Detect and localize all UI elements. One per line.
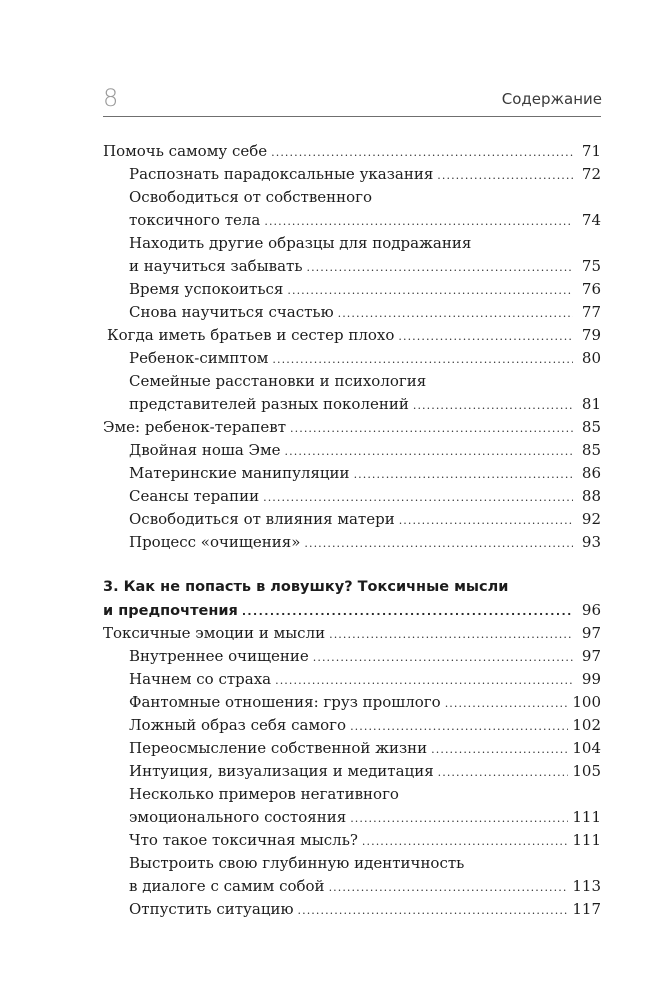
- toc-entry-line: [129, 645, 601, 668]
- toc-entry-title: Семейные расстановки и психология: [129, 372, 427, 390]
- toc-entry-line: [103, 576, 601, 599]
- toc-dot-leader: [350, 806, 568, 829]
- toc-dot-leader: [263, 485, 573, 508]
- toc-entry-line: [129, 852, 601, 875]
- toc-entry-line: [129, 668, 601, 691]
- toc-subsection-entry: [129, 760, 601, 783]
- toc-entry-title: Токсичные эмоции и мысли: [103, 624, 326, 642]
- toc-entry-line: [129, 255, 601, 278]
- toc-dot-leader: [313, 645, 573, 668]
- toc-entry-line: [129, 531, 601, 554]
- toc-dot-leader: [445, 691, 569, 714]
- toc-page-number: 85: [581, 418, 601, 436]
- toc-entry-line: [129, 806, 601, 829]
- toc-entry-title: Отпустить ситуацию: [129, 900, 294, 918]
- toc-subsection-entry: [129, 278, 601, 301]
- toc-entry-line: [129, 508, 601, 531]
- toc-entry-title: Время успокоиться: [129, 280, 284, 298]
- toc-dot-leader: [354, 462, 573, 485]
- toc-page-number: 75: [581, 257, 601, 275]
- toc-dot-leader: [329, 622, 573, 645]
- toc-entry-line: [129, 163, 601, 186]
- toc-entry-title: Выстроить свою глубинную идентичность: [129, 854, 465, 872]
- toc-dot-leader: [338, 301, 573, 324]
- toc-dot-leader: [438, 760, 569, 783]
- toc-dot-leader: [399, 508, 573, 531]
- toc-entry-line: [129, 875, 601, 898]
- toc-entry-title: Материнские манипуляции: [129, 464, 350, 482]
- toc-page-number: 85: [581, 441, 601, 459]
- toc-chapter-entry: [103, 576, 601, 622]
- toc-dot-leader: [304, 531, 573, 554]
- toc-entry-title: Процесс «очищения»: [129, 533, 301, 551]
- toc-entry-line: [129, 278, 601, 301]
- toc-entry-line: [129, 186, 601, 209]
- toc-entry-title: Двойная ноша Эме: [129, 441, 281, 459]
- toc-subsection-entry: [129, 186, 601, 232]
- toc-subsection-entry: [129, 645, 601, 668]
- toc-section-entry: [107, 324, 601, 347]
- toc-dot-leader: [271, 140, 573, 163]
- toc-subsection-entry: [129, 301, 601, 324]
- toc-dot-leader: [242, 600, 573, 623]
- toc-page-number: 102: [572, 716, 601, 734]
- toc-entry-title: Интуиция, визуализация и медитация: [129, 762, 434, 780]
- toc-page-number: 76: [581, 280, 601, 298]
- toc-page-number: 99: [581, 670, 601, 688]
- toc-dot-leader: [272, 347, 573, 370]
- toc-entry-title: и предпочтения: [103, 603, 238, 619]
- toc-entry-title: Несколько примеров негативного: [129, 785, 399, 803]
- toc-entry-line: [129, 370, 601, 393]
- toc-entry-title: Освободиться от собственного: [129, 188, 373, 206]
- toc-dot-leader: [431, 737, 568, 760]
- toc-page-number: 104: [572, 739, 601, 757]
- toc-page-number: 111: [572, 831, 601, 849]
- toc-entry-title: Распознать парадоксальные указания: [129, 165, 434, 183]
- toc-page-number: 117: [572, 900, 601, 918]
- toc-entry-title: Помочь самому себе: [103, 142, 268, 160]
- toc-page-number: 96: [581, 601, 601, 619]
- toc-entry-title: Переосмысление собственной жизни: [129, 739, 428, 757]
- toc-entry-title: токсичного тела: [129, 211, 261, 229]
- toc-entry-line: [129, 232, 601, 255]
- toc-subsection-entry: [129, 691, 601, 714]
- toc-subsection-entry: [129, 783, 601, 829]
- toc-entry-title: Когда иметь братьев и сестер плохо: [107, 326, 395, 344]
- toc-entry-title: Находить другие образцы для подражания: [129, 234, 472, 252]
- toc-page-number: 88: [581, 487, 601, 505]
- toc-dot-leader: [362, 829, 568, 852]
- toc-dot-leader: [329, 875, 569, 898]
- toc-dot-leader: [285, 439, 573, 462]
- toc-subsection-entry: [129, 370, 601, 416]
- toc-entry-line: [129, 347, 601, 370]
- toc-entry-line: [103, 416, 601, 439]
- toc-entry-line: [129, 760, 601, 783]
- toc-page-number: 97: [581, 647, 601, 665]
- toc-page-number: 72: [581, 165, 601, 183]
- header-rule: [103, 116, 601, 117]
- toc-entry-title: в диалоге с самим собой: [129, 877, 325, 895]
- toc-entry-title: и научиться забывать: [129, 257, 303, 275]
- toc-dot-leader: [413, 393, 573, 416]
- toc-entry-title: Ложный образ себя самого: [129, 716, 347, 734]
- page-number: 8: [103, 84, 119, 112]
- toc-dot-leader: [398, 324, 573, 347]
- toc-page-number: 92: [581, 510, 601, 528]
- toc-entry-line: [129, 829, 601, 852]
- toc-subsection-entry: [129, 163, 601, 186]
- toc-dot-leader: [437, 163, 573, 186]
- toc-subsection-entry: [129, 829, 601, 852]
- toc-section-entry: [103, 140, 601, 163]
- toc-subsection-entry: [129, 462, 601, 485]
- toc-dot-leader: [298, 898, 569, 921]
- toc-page-number: 80: [581, 349, 601, 367]
- toc-subsection-entry: [129, 508, 601, 531]
- toc-entry-title: представителей разных поколений: [129, 395, 409, 413]
- toc-entry-line: [107, 324, 601, 347]
- toc-subsection-entry: [129, 439, 601, 462]
- toc-subsection-entry: [129, 232, 601, 278]
- toc-subsection-entry: [129, 347, 601, 370]
- toc-dot-leader: [350, 714, 568, 737]
- toc-page-number: 81: [581, 395, 601, 413]
- toc-dot-leader: [307, 255, 574, 278]
- toc-entry-title: Начнем со страха: [129, 670, 272, 688]
- toc-page-number: 86: [581, 464, 601, 482]
- toc-entry-line: [103, 599, 601, 622]
- toc-entry-line: [129, 737, 601, 760]
- toc-entry-line: [129, 462, 601, 485]
- toc-entry-line: [129, 714, 601, 737]
- toc-page-number: 100: [572, 693, 601, 711]
- toc-subsection-entry: [129, 531, 601, 554]
- toc-page-number: 105: [572, 762, 601, 780]
- toc-page-number: 74: [581, 211, 601, 229]
- toc-entry-line: [129, 393, 601, 416]
- toc-dot-leader: [290, 416, 573, 439]
- toc-dot-leader: [287, 278, 573, 301]
- toc-entry-line: [129, 783, 601, 806]
- toc-entry-title: Фантомные отношения: груз прошлого: [129, 693, 441, 711]
- toc-entry-title: эмоционального состояния: [129, 808, 347, 826]
- toc-entry-line: [103, 622, 601, 645]
- toc-entry-title: Сеансы терапии: [129, 487, 260, 505]
- toc-subsection-entry: [129, 852, 601, 898]
- toc-page-number: 97: [581, 624, 601, 642]
- toc-subsection-entry: [129, 737, 601, 760]
- toc-entry-line: [129, 439, 601, 462]
- toc-page-number: 111: [572, 808, 601, 826]
- toc-entry-title: 3. Как не попасть в ловушку? Токсичные мысли: [103, 579, 509, 595]
- toc-entry-line: [129, 691, 601, 714]
- toc-page-number: 71: [581, 142, 601, 160]
- toc-entry-title: Ребенок-симптом: [129, 349, 269, 367]
- toc-dot-leader: [275, 668, 573, 691]
- toc-entry-title: Освободиться от влияния матери: [129, 510, 395, 528]
- toc-entry-title: Эме: ребенок-терапевт: [103, 418, 287, 436]
- toc-page-number: 93: [581, 533, 601, 551]
- toc-entry-line: [129, 485, 601, 508]
- toc-dot-leader: [264, 209, 573, 232]
- running-header-title: Содержание: [501, 90, 602, 108]
- toc-entry-line: [103, 140, 601, 163]
- table-of-contents: [103, 140, 601, 921]
- toc-subsection-entry: [129, 898, 601, 921]
- toc-subsection-entry: [129, 714, 601, 737]
- toc-subsection-entry: [129, 668, 601, 691]
- toc-entry-title: Что такое токсичная мысль?: [129, 831, 358, 849]
- toc-entry-line: [129, 898, 601, 921]
- toc-page-number: 79: [581, 326, 601, 344]
- toc-page-number: 113: [572, 877, 601, 895]
- toc-entry-line: [129, 209, 601, 232]
- toc-section-entry: [103, 622, 601, 645]
- toc-subsection-entry: [129, 485, 601, 508]
- toc-entry-title: Снова научиться счастью: [129, 303, 334, 321]
- toc-entry-line: [129, 301, 601, 324]
- toc-entry-title: Внутреннее очищение: [129, 647, 309, 665]
- toc-page-number: 77: [581, 303, 601, 321]
- toc-section-entry: [103, 416, 601, 439]
